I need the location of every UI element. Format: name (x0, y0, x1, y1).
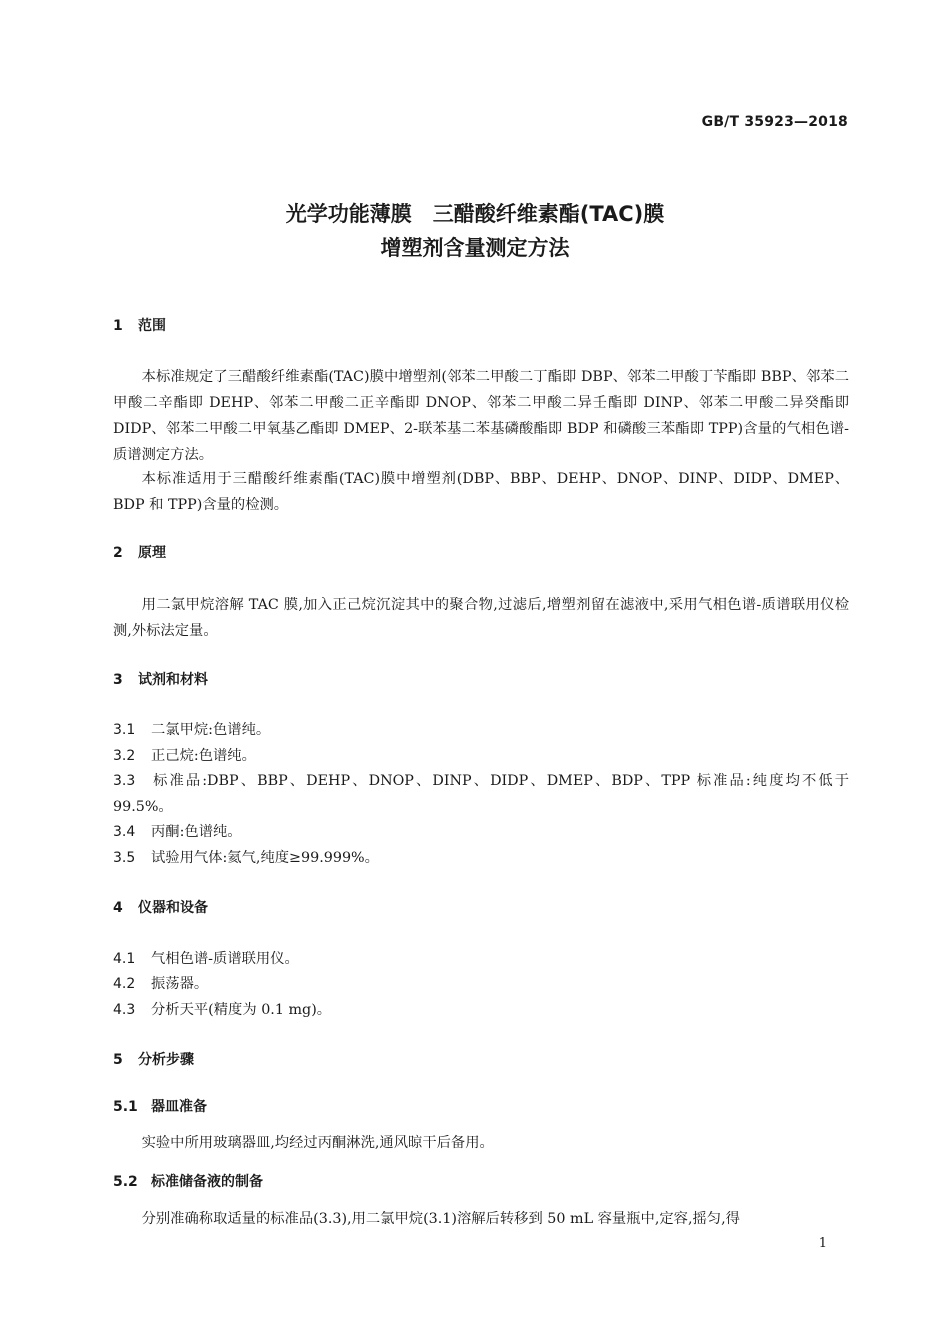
subsection-number: 5.1 (113, 1099, 138, 1115)
item-4-2: 4.2 振荡器。 (113, 976, 209, 992)
section-5-heading (113, 1050, 849, 1070)
subsection-number: 5.2 (113, 1174, 138, 1190)
item-3-4: 3.4 丙酮:色谱纯。 (113, 824, 242, 840)
section-title: 仪器和设备 (138, 900, 208, 916)
section-4-heading (113, 898, 849, 918)
title-line-2: 增塑剂含量测定方法 (380, 236, 570, 260)
subsection-5-2-paragraph: 分别准确称取适量的标准品(3.3),用二氯甲烷(3.1)溶解后转移到 50 mL 容量瓶中,定容,摇匀,得 (141, 1211, 740, 1227)
section-title: 范围 (138, 318, 166, 334)
item-3-1: 3.1 二氯甲烷:色谱纯。 (113, 722, 271, 738)
section-title: 分析步骤 (138, 1052, 194, 1068)
section-number: 3 (113, 672, 123, 688)
document-title (0, 197, 950, 265)
section-number: 4 (113, 900, 123, 916)
section-title: 原理 (138, 545, 166, 561)
subsection-title: 器皿准备 (151, 1099, 207, 1115)
section-number: 2 (113, 545, 123, 561)
standard-code: GB/T 35923—2018 (701, 114, 848, 130)
section-1-paragraph-2: 本标准适用于三醋酸纤维素酯(TAC)膜中增塑剂(DBP、BBP、DEHP、DNOP、DINP、DIDP、DMEP、BDP 和 TPP)含量的检测。 (113, 471, 849, 513)
section-1-paragraph-1: 本标准规定了三醋酸纤维素酯(TAC)膜中增塑剂(邻苯二甲酸二丁酯即 DBP、邻苯二甲酸丁苄酯即 BBP、邻苯二甲酸二辛酯即 DEHP、邻苯二甲酸二正辛酯即 DNOP、邻苯二甲酸二异壬酯即 DINP、邻苯二甲酸二异癸酯即 DIDP、邻苯二甲酸二甲氧基乙酯即 DMEP、2-联苯基二苯基磷酸酯即 BDP 和磷酸三苯酯即 TPP)含量的气相色谱-质谱测定方法。 (113, 369, 849, 463)
section-1-heading (113, 316, 849, 336)
subsection-5-1-heading (113, 1097, 849, 1117)
section-title: 试剂和材料 (138, 672, 208, 688)
item-3-5: 3.5 试验用气体:氦气,纯度≥99.999%。 (113, 850, 379, 866)
page-number: 1 (818, 1236, 827, 1251)
item-3-2: 3.2 正己烷:色谱纯。 (113, 748, 256, 764)
section-number: 5 (113, 1052, 123, 1068)
section-2-heading (113, 543, 849, 563)
section-3-heading (113, 670, 849, 690)
subsection-5-2-heading (113, 1172, 849, 1192)
section-2-paragraph-1: 用二氯甲烷溶解 TAC 膜,加入正己烷沉淀其中的聚合物,过滤后,增塑剂留在滤液中,采用气相色谱-质谱联用仪检测,外标法定量。 (113, 597, 849, 639)
subsection-5-1-paragraph: 实验中所用玻璃器皿,均经过丙酮淋洗,通风晾干后备用。 (141, 1135, 494, 1151)
item-4-3: 4.3 分析天平(精度为 0.1 mg)。 (113, 1002, 332, 1018)
item-4-1: 4.1 气相色谱-质谱联用仪。 (113, 951, 299, 967)
section-number: 1 (113, 318, 123, 334)
title-line-1: 光学功能薄膜 三醋酸纤维素酯(TAC)膜 (285, 202, 665, 226)
subsection-title: 标准储备液的制备 (151, 1174, 263, 1190)
item-3-3: 3.3 标准品:DBP、BBP、DEHP、DNOP、DINP、DIDP、DMEP、BDP、TPP 标准品:纯度均不低于 99.5%。 (113, 773, 849, 815)
